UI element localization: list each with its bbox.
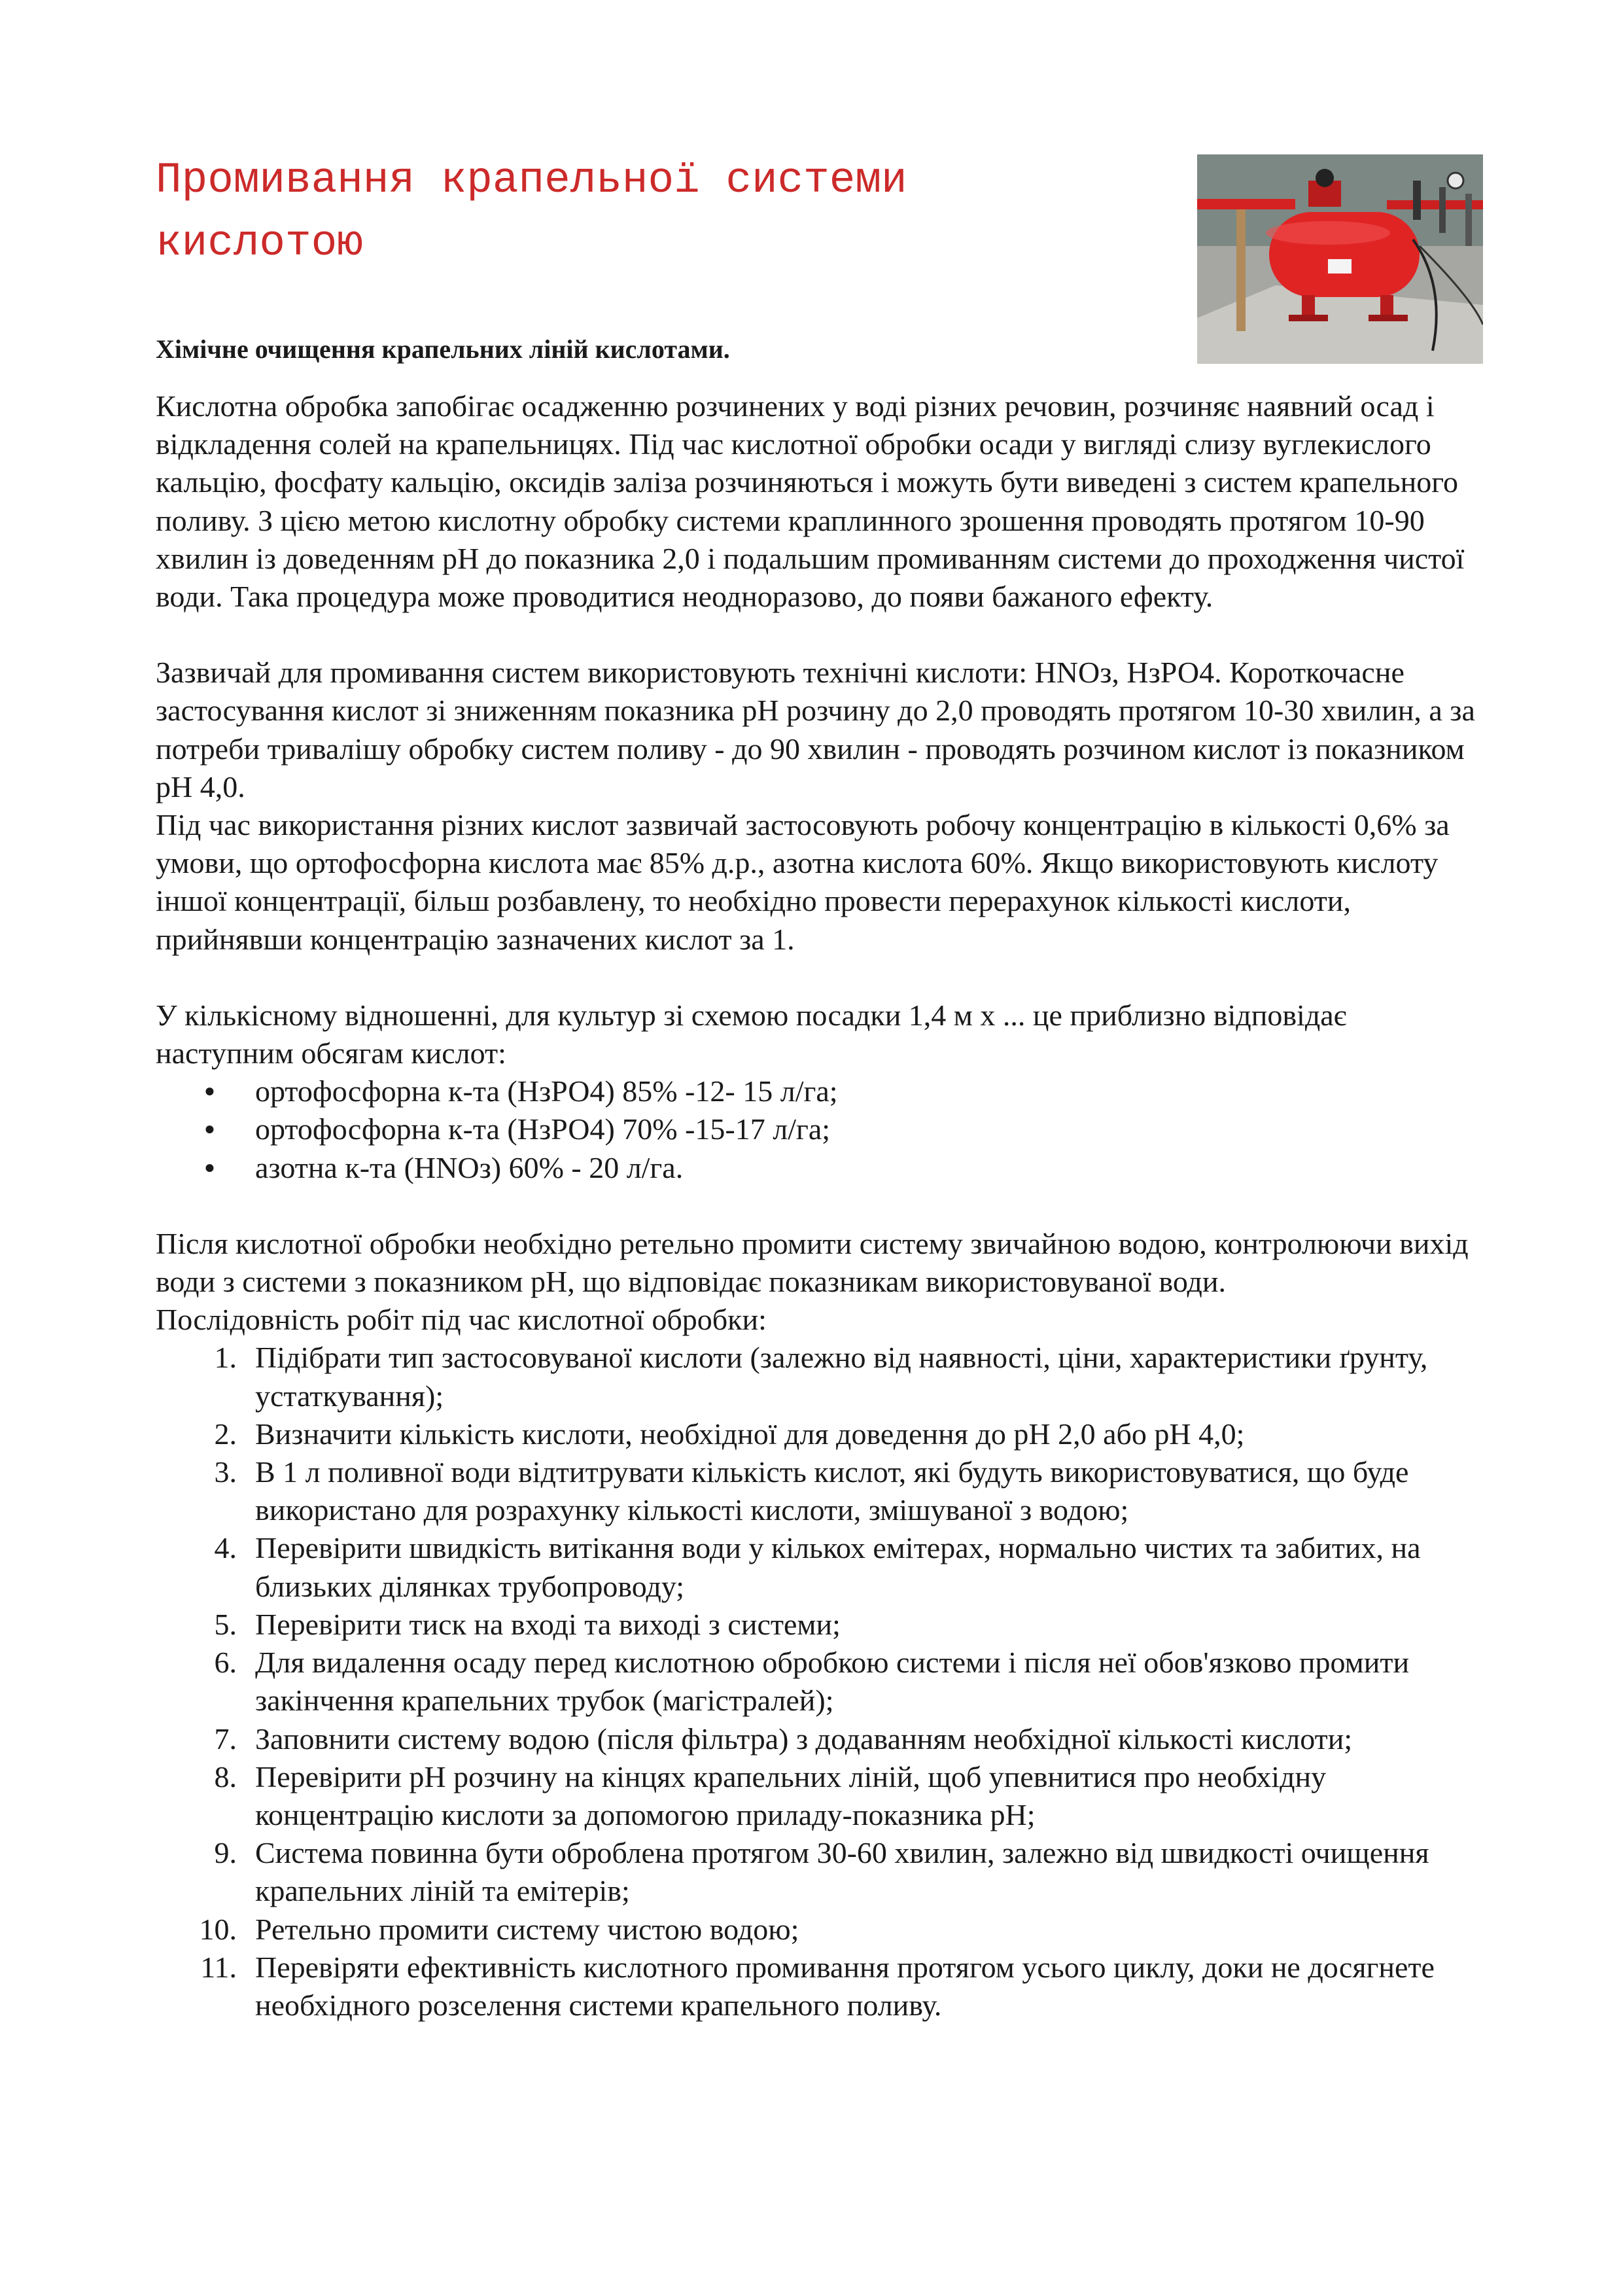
- step-text: Ретельно промити систему чистою водою;: [255, 1912, 799, 1946]
- list-item: [156, 1529, 1490, 1605]
- list-item: [156, 1339, 1490, 1415]
- list-item: [156, 1911, 1490, 1949]
- step-text: В 1 л поливної води відтитрувати кількість кислот, які будуть використовуватися, що буде використано для розрахунку кількості кислоти, змішуваної з водою;: [255, 1455, 1409, 1527]
- step-number: 9.: [214, 1836, 237, 1870]
- paragraph-acid-treatment: Кислотна обробка запобігає осадженню розчинених у воді різних речовин, розчиняє наявний осад і відкладення солей на крапельницях. Під час кислотної обробки осади у вигляді слизу вуглекислого кальцію, фосфату кальцію, оксидів заліза розчиняються і можуть бути виведені з систем крапельного поливу. З цією метою кислотну обробку системи краплинного зрошення проводять протягом 10-90 хвилин із доведенням pH до показника 2,0 і подальшим промиванням системи до проходження чистої води. Така процедура може проводитися неодноразово, до появи бажаного ефекту.: [156, 389, 1465, 614]
- step-number: 5.: [214, 1607, 237, 1641]
- step-text: Підібрати тип застосовуваної кислоти (залежно від наявності, ціни, характеристики ґрунту, устаткування);: [255, 1341, 1428, 1413]
- step-text: Перевірити швидкість витікання води у кількох емітерах, нормально чистих та забитих, на близьких ділянках трубопроводу;: [255, 1531, 1421, 1603]
- document-body: [156, 387, 1490, 2024]
- paragraph-gap: [156, 959, 1490, 997]
- step-text: Перевіряти ефективність кислотного промивання протягом усього циклу, доки не досягнете необхідного розселення системи крапельного поливу.: [255, 1950, 1435, 2022]
- list-item: [156, 1720, 1490, 1758]
- list-item: [156, 1453, 1490, 1529]
- list-item: [156, 1606, 1490, 1644]
- step-number: 4.: [214, 1531, 237, 1565]
- tank-illustration-icon: [1197, 154, 1483, 364]
- paragraph-sequence-heading: Послідовність робіт під час кислотної обробки:: [156, 1303, 767, 1337]
- list-item: ● азотна к-та (HNOз) 60% - 20 л/га.: [156, 1149, 1490, 1187]
- list-item: ● ортофосфорна к-та (НзРО4) 70% -15-17 л/га;: [156, 1110, 1490, 1148]
- step-number: 10.: [199, 1912, 237, 1946]
- acid-volume-list: [156, 1072, 1490, 1187]
- paragraph-gap: [156, 616, 1490, 654]
- step-text: Перевірити тиск на вході та виході з системи;: [255, 1607, 841, 1641]
- step-number: 6.: [214, 1646, 237, 1680]
- paragraph-quantities: У кількісному відношенні, для культур зі схемою посадки 1,4 м х ... це приблизно відповідає наступним обсягам кислот:: [156, 998, 1347, 1070]
- page-title: Промивання крапельної системи кислотою: [156, 156, 907, 268]
- list-item: [156, 1834, 1490, 1910]
- step-number: 1.: [214, 1341, 237, 1375]
- list-item: [156, 1644, 1490, 1720]
- step-text: Заповнити систему водою (після фільтра) з додаванням необхідної кількості кислоти;: [255, 1722, 1353, 1756]
- step-text: Визначити кількість кислоти, необхідної для доведення до pH 2,0 або pH 4,0;: [255, 1417, 1245, 1451]
- step-text: Перевірити pH розчину на кінцях крапельних ліній, щоб упевнитися про необхідну концентрацію кислоти за допомогою приладу-показника pH;: [255, 1759, 1327, 1831]
- paragraph-gap: [156, 1187, 1490, 1225]
- list-item: [156, 1949, 1490, 2024]
- step-number: 2.: [214, 1417, 237, 1451]
- step-number: 3.: [214, 1455, 237, 1489]
- procedure-steps-list: [156, 1339, 1490, 2024]
- step-number: 8.: [214, 1759, 237, 1793]
- paragraph-rinse: Після кислотної обробки необхідно ретельно промити систему звичайною водою, контролюючи вихід води з системи з показником pH, що відповідає показникам використовуваної води.: [156, 1226, 1469, 1299]
- pressure-tank-photo: [1197, 154, 1483, 364]
- list-item: [156, 1415, 1490, 1453]
- paragraph-concentration: Під час використання різних кислот зазвичай застосовують робочу концентрацію в кількості 0,6% за умови, що ортофосфорна кислота має 85% д.р., азотна кислота 60%. Якщо використовують кислоту іншої концентрації, більш розбавлену, то необхідно провести перерахунок кількості кислоти, прийнявши концентрацію зазначених кислот за 1.: [156, 808, 1450, 956]
- list-item: [156, 1758, 1490, 1834]
- step-text: Для видалення осаду перед кислотною обробкою системи і після неї обов'язково промити закінчення крапельних трубок (магістралей);: [255, 1646, 1410, 1718]
- step-number: 11.: [200, 1950, 237, 1984]
- list-item: ● ортофосфорна к-та (НзРО4) 85% -12- 15 л/га;: [156, 1072, 1490, 1110]
- paragraph-technical-acids: Зазвичай для промивання систем використовують технічні кислоти: HNOз, НзРО4. Короткочасне застосування кислот зі зниженням показника pH розчину до 2,0 проводять протягом 10-30 хвилин, а за потреби тривалішу обробку систем поливу - до 90 хвилин - проводять розчином кислот із показником pH 4,0.: [156, 656, 1475, 804]
- step-number: 7.: [214, 1722, 237, 1756]
- step-text: Система повинна бути оброблена протягом 30-60 хвилин, залежно від швидкості очищення крапельних ліній та емітерів;: [255, 1836, 1429, 1908]
- section-subtitle: Хімічне очищення крапельних ліній кислотами.: [156, 334, 730, 364]
